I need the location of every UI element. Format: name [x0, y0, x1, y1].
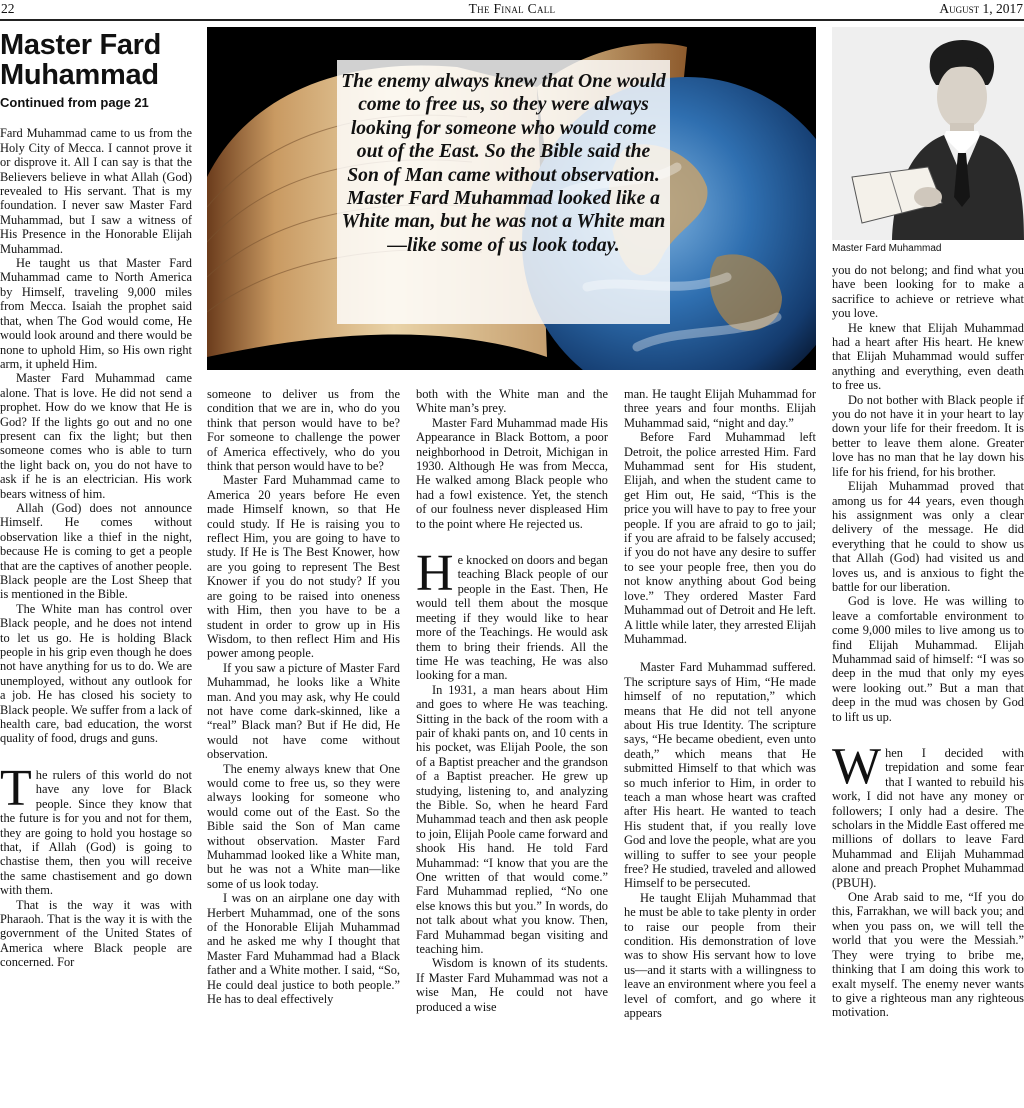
paragraph: I was on an airplane one day with Herbert Muhammad, one of the sons of the Honorable Elijah Muhammad and he asked me why I thought that Master Fard Muhammad had a Black father and a White mother. I said, “So, He could deal justice to both people.” He has to deal effectively	[207, 891, 400, 1007]
paragraph: One Arab said to me, “If you do this, Farrakhan, we will back you; and when you pass on, we will tell the world that you were the Messiah.” They were trying to bribe me, thinking that I am doing this work to exalt myself. The enemy never wants to give a righteous man any righteous motivation.	[832, 890, 1024, 1020]
continued-from: Continued from page 21	[0, 95, 149, 110]
page-number: 22	[1, 1, 15, 16]
paragraph: When I decided with trepidation and some fear that I wanted to rebuild his work, I did not have any money or followers; I only had a desire. The scholars in the Middle East offered me millions of dollars to leave Fard Muhammad and Elijah Muhammad alone and preach Prophet Muhammad (PBUH).	[832, 738, 1024, 890]
publication-name: The Final Call	[468, 1, 556, 16]
paragraph: The rulers of this world do not have any love for Black people. Since they know that the future is for you and not for them, they are going to hold you hostage so that, if Allah (God) is going to chastise them, then you will receive the same chastisement and go down with them.	[0, 759, 192, 898]
paragraph: He knew that Elijah Muhammad had a heart after His heart. He knew that Elijah Muhammad would suffer anything and everything, even death to free us.	[832, 320, 1024, 393]
paragraph: Master Fard Muhammad suffered. The scripture says of Him, “He made himself of no reputation,” which means that He did not tell anyone about His true Identity. The scripture says, “He became obedient, even unto death,” which means that He submitted Himself to that which was so much inferior to Him, in order to teach a man whose heart was crafted after His heart. He wanted to teach His student that, if you really love God and love the people, what are you willing to suffer to see your people free? He studied, traveled and allowed Himself to be persecuted.	[624, 660, 816, 891]
paragraph: Do not bother with Black people if you do not have it in your heart to lay down your life for their freedom. It is better to leave them alone. Greater love has no man that he lay down his life for his friend, for his brother.	[832, 392, 1024, 479]
paragraph: The White man has control over Black people, and he does not intend to let us go. He is holding Black people in his grip even though he does not have anything for us to do. We are unemployed, without any outlook for a job. He has closed his society to Black people. We suffer from a lack of health care, bad education, the worst quality of food, drugs and guns.	[0, 601, 192, 746]
paragraph: Before Fard Muhammad left Detroit, the police arrested Him. Fard Muhammad sent for His student, Elijah, and when the student came to get Him out, He said, “This is the price you will have to pay to free your people. If you are afraid to go to jail; if you are afraid to be falsely accused; if you do not have any desire to suffer to see your people free, then you do not know anything about God being love.” They ordered Master Fard Muhammad out of Detroit and He left. A little while later, they arrested Elijah Muhammad.	[624, 430, 816, 646]
paragraph: both with the White man and the White man’s prey.	[416, 387, 608, 416]
paragraph: God is love. He was willing to leave a comfortable environment to come 9,000 miles to live among us to find Elijah Muhammad. Elijah Muhammad said of himself: “I was so deep in the mud that only my eyes were looking out.” But a man that deep in the mud was chosen by God to lift us up.	[832, 594, 1024, 724]
drop-cap: W	[832, 738, 882, 795]
paragraph: Master Fard Muhammad made His Appearance in Black Bottom, a poor neighborhood in Detroit, Michigan in 1930. Although He was from Mecca, He walked among Black people who had a fowl existence. Yet, the stench of our foulness never displeased Him to the point where He rejected us.	[416, 415, 608, 531]
portrait-illustration	[832, 27, 1024, 240]
paragraph: In 1931, a man hears about Him and goes to where He was teaching. Sitting in the back of the room with a pair of khaki pants on, and 10 cents in his pocket, was Elijah Poole, the son of a Baptist preacher and the grandson of a Baptist preacher. He grew up studying, listening to, and analyzing the Bible. So, when he heard Fard Muhammad teach and then ask people to join, Elijah Poole came forward and shook His hand. He told Fard Muhammad: “I know that you are the One written of that would come.” Fard Muhammad replied, “No one else knows this but you.” In words, do not talk about what you know. Then, Fard Muhammad began visiting and teaching him.	[416, 682, 608, 957]
paragraph: you do not belong; and find what you have been looking for to make a sacrifice to achieve or retrieve what you love.	[832, 263, 1024, 321]
paragraph: Wisdom is known of its students. If Master Fard Muhammad was not a wise Man, He could not have produced a wise	[416, 956, 608, 1014]
pull-quote: The enemy always knew that One would come to free us, so they were always looking for someone who would come out of the East. So the Bible said the Son of Man came without observation. Master Fard Muhammad looked like a White man, but he was not a White man—like some of us look today.	[337, 60, 670, 324]
paragraph: If you saw a picture of Master Fard Muhammad, he looks like a White man. And you may ask, why He could not have come dark-skinned, like a “real” Black man? But if He did, He would not have come without observation.	[207, 660, 400, 762]
column-2	[207, 387, 400, 1108]
paragraph: Allah (God) does not announce Himself. He comes without observation like a thief in the night, because He is coming to get a people that are the captives of another people. Black people are the Lost Sheep that is mentioned in the Bible.	[0, 500, 192, 602]
column-4	[624, 387, 816, 1108]
paragraph: He taught Elijah Muhammad that he must be able to take plenty in order to raise our people from their condition. His demonstration of love was to show His servant how to love us—and it starts with a willingness to leave an environment where you feel a level of comfort, and go where it appears	[624, 890, 816, 1021]
drop-cap: T	[0, 759, 32, 817]
portrait-photo	[832, 27, 1024, 240]
paragraph: someone to deliver us from the condition that we are in, who do you think that person would have to be? For someone to challenge the power of America effectively, who do you think that person would have to be?	[207, 387, 400, 474]
paragraph: The enemy always knew that One would come to free us, so they were always looking for someone who would come out of the East. So the Bible said the Son of Man came without observation. Master Fard Muhammad looked like a White man, but he was not a White man—like some of us look today.	[207, 761, 400, 891]
paragraph: Master Fard Muhammad came to America 20 years before He even made Himself known, so that He could study. If He is raising you to reflect Him, you are going to have to study. If He is The Best Knower, how are you going to represent The Best Knower if you do not study? If you are going to be raised into oneness with Him, then you have to be a student in order to grow up in His Wisdom, to then reflect Him and His power among people.	[207, 473, 400, 661]
column-3	[416, 387, 608, 1108]
page-header	[0, 0, 1024, 18]
issue-date: August 1, 2017	[939, 1, 1023, 16]
paragraph: Master Fard Muhammad came alone. That is love. He did not send a prophet. How do we know that He is God? If the lights go out and no one present can fix the light; but then someone comes who is able to turn the light back on, you do not have to ask if he is an electrician. His work bears witness of him.	[0, 371, 192, 501]
header-rule	[0, 19, 1024, 21]
paragraph: man. He taught Elijah Muhammad for three years and four months. Elijah Muhammad said, “night and day.”	[624, 387, 816, 430]
column-1	[0, 26, 192, 1108]
column-5	[832, 263, 1024, 1108]
paragraph: That is the way it was with Pharaoh. That is the way it is with the government of the United States of America where Black people are concerned. For	[0, 897, 192, 970]
paragraph: He taught us that Master Fard Muhammad came to North America by Himself, traveling 9,000 miles from Mecca. Isaiah the prophet said that, when The God would come, He would look around and there would be none to uphold Him, so His own right arm, it upheld Him.	[0, 256, 192, 371]
drop-cap: H	[416, 545, 454, 603]
paragraph: He knocked on doors and began teaching Black people of our people in the East. Then, He would tell them about the mosque meeting if they would like to hear more of the Teachings. He would ask them to bring their friends. All the time He was teaching, He was also looking for a man.	[416, 545, 608, 683]
article-title: Master Fard Muhammad	[0, 29, 162, 91]
paragraph: Elijah Muhammad proved that among us for 44 years, even though his assignment was only a clear delivery of the message. He did everything that he could to show us that Allah (God) had visited us and loves us, and is anxious to fight the battle for our liberation.	[832, 479, 1024, 594]
photo-caption: Master Fard Muhammad	[832, 243, 942, 254]
hero-image	[207, 27, 816, 370]
paragraph: Fard Muhammad came to us from the Holy City of Mecca. I cannot prove it or disprove it. All I can say is that the Believers believe in what Allah (God) revealed to His servant. That is my foundation. I never saw Master Fard Muhammad, but I saw a witness of His Presence in the Honorable Elijah Muhammad.	[0, 126, 192, 256]
